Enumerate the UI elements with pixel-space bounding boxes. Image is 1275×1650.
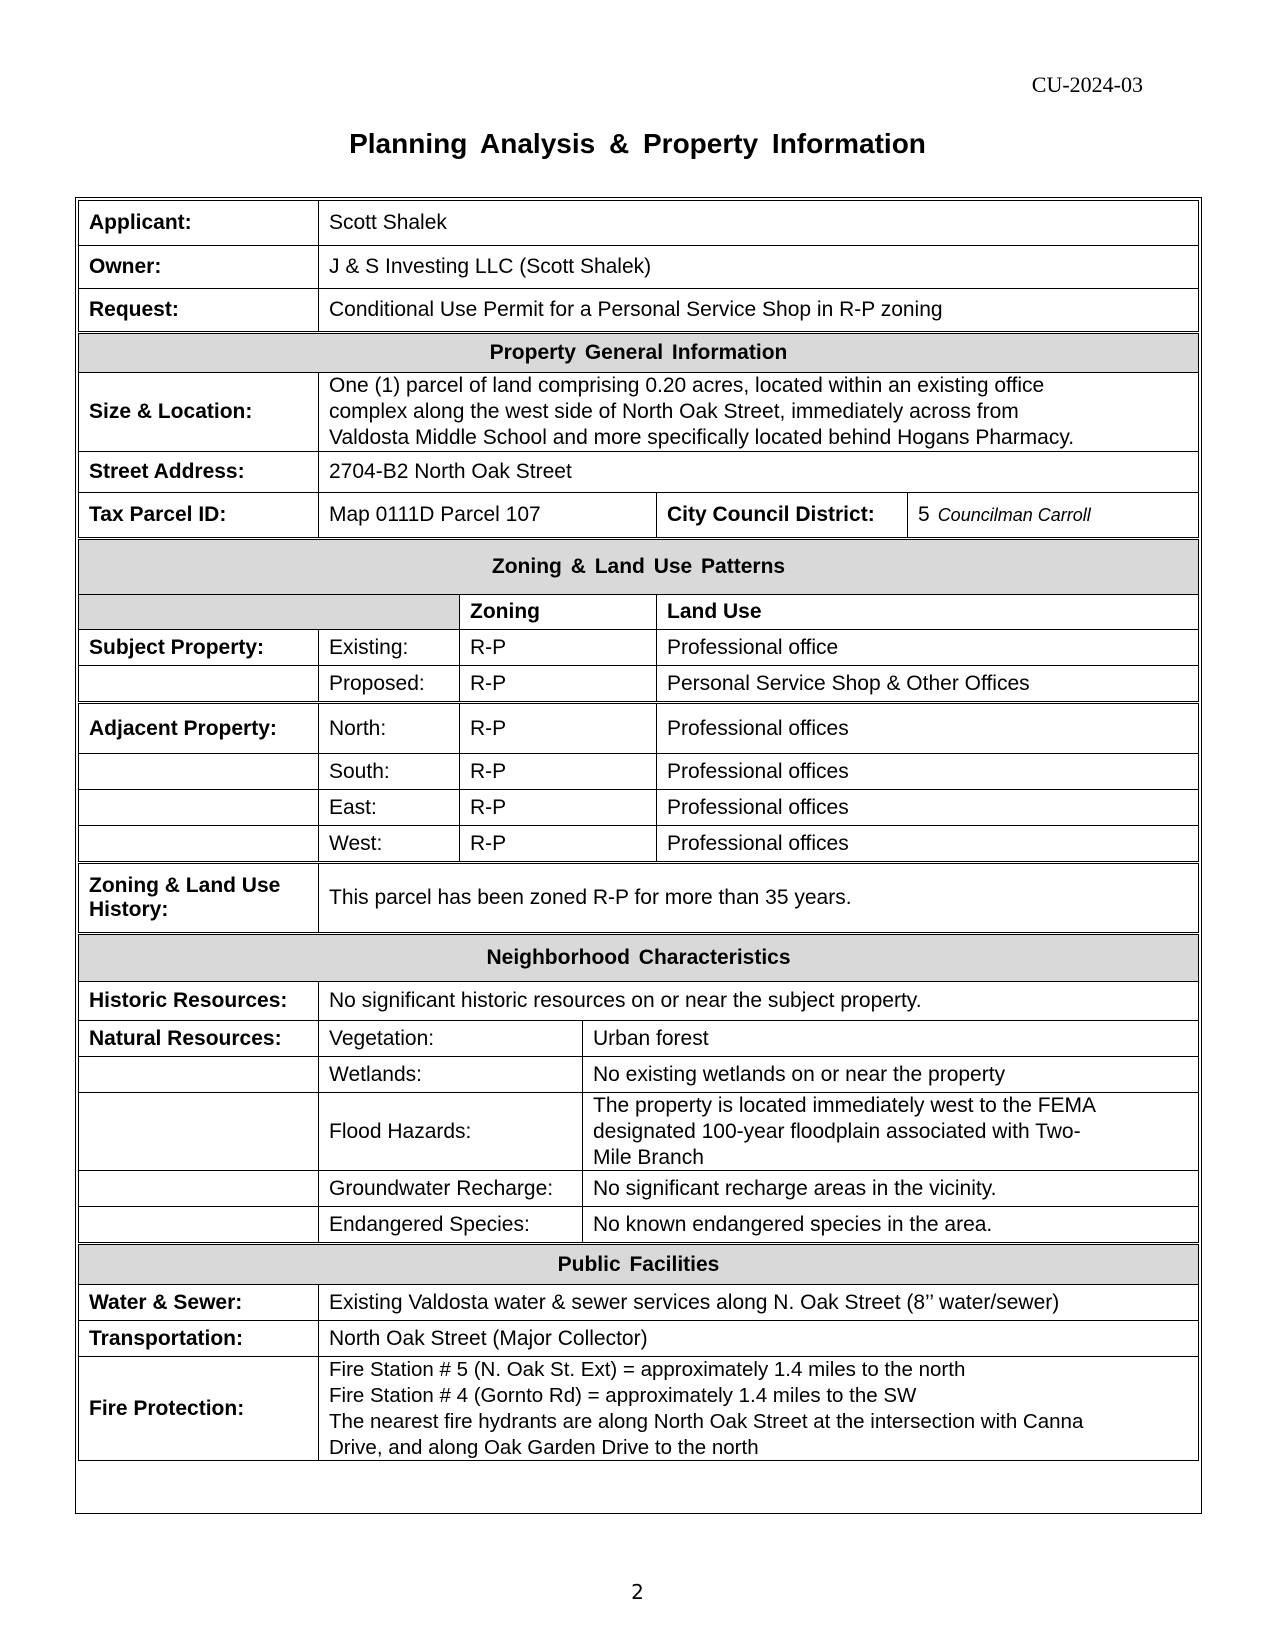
tax-parcel-value: Map 0111D Parcel 107 <box>318 492 657 538</box>
street-address-value: 2704-B2 North Oak Street <box>318 451 1199 493</box>
applicant-value: Scott Shalek <box>318 200 1199 246</box>
adjacent-row-zoning: R-P <box>459 703 657 754</box>
section-header-public-facilities: Public Facilities <box>78 1244 1199 1285</box>
councilman-name: Councilman Carroll <box>937 505 1091 525</box>
page-number: 2 <box>631 1580 644 1604</box>
natural-item: Wetlands: <box>318 1056 583 1093</box>
subject-row-dir: Proposed: <box>318 665 460 702</box>
subject-row-use: Professional office <box>656 629 1199 666</box>
adjacent-row-use: Professional offices <box>656 753 1199 790</box>
adjacent-row-dir: West: <box>318 825 460 862</box>
case-number: CU-2024-03 <box>1031 72 1143 97</box>
natural-item: Endangered Species: <box>318 1206 583 1243</box>
size-location-value: One (1) parcel of land comprising 0.20 acres, located within an existing office complex along the west side of North Oak Street, immediately across from Valdosta Middle School and more specifically located behind Hogans Pharmacy. <box>318 372 1199 452</box>
natural-value: Urban forest <box>582 1020 1199 1057</box>
natural-value: No existing wetlands on or near the property <box>582 1056 1199 1093</box>
natural-row-blank <box>78 1170 319 1207</box>
subject-row-dir: Existing: <box>318 629 460 666</box>
natural-item: Flood Hazards: <box>318 1092 583 1171</box>
transportation-value: North Oak Street (Major Collector) <box>318 1320 1199 1357</box>
adjacent-row-blank <box>78 825 319 862</box>
request-label: Request: <box>78 288 319 332</box>
applicant-label: Applicant: <box>78 200 319 246</box>
size-location-label: Size & Location: <box>78 372 319 452</box>
page-title: Planning Analysis & Property Information <box>349 128 926 159</box>
water-sewer-value: Existing Valdosta water & sewer services along N. Oak Street (8’’ water/sewer) <box>318 1284 1199 1321</box>
adjacent-row-zoning: R-P <box>459 825 657 862</box>
tax-parcel-label: Tax Parcel ID: <box>78 492 319 538</box>
zoning-history-label: Zoning & Land Use History: <box>78 863 319 933</box>
table-grid <box>78 200 1199 1511</box>
natural-item: Vegetation: <box>318 1020 583 1057</box>
adjacent-row-use: Professional offices <box>656 703 1199 754</box>
owner-label: Owner: <box>78 245 319 289</box>
council-district-number: 5 <box>918 503 930 526</box>
section-header-zoning: Zoning & Land Use Patterns <box>78 539 1199 595</box>
natural-value: No known endangered species in the area. <box>582 1206 1199 1243</box>
section-header-property-general: Property General Information <box>78 333 1199 373</box>
adjacent-row-zoning: R-P <box>459 753 657 790</box>
adjacent-row-zoning: R-P <box>459 789 657 826</box>
zoning-column-header: Zoning <box>459 594 657 630</box>
adjacent-row-use: Professional offices <box>656 789 1199 826</box>
request-value: Conditional Use Permit for a Personal Service Shop in R-P zoning <box>318 288 1199 332</box>
historic-resources-value: No significant historic resources on or near the subject property. <box>318 981 1199 1021</box>
historic-resources-label: Historic Resources: <box>78 981 319 1021</box>
land-use-column-header: Land Use <box>656 594 1199 630</box>
natural-row-blank <box>78 1092 319 1171</box>
natural-value: No significant recharge areas in the vicinity. <box>582 1170 1199 1207</box>
water-sewer-label: Water & Sewer: <box>78 1284 319 1321</box>
fire-protection-value: Fire Station # 5 (N. Oak St. Ext) = approximately 1.4 miles to the north Fire Station # 4 (Gornto Rd) = approximately 1.4 miles to the SW The nearest fire hydrants are along North Oak Street at the intersection with Canna Drive, and along Oak Garden Drive to the north <box>318 1356 1199 1461</box>
adjacent-row-blank <box>78 789 319 826</box>
adjacent-property-label: Adjacent Property: <box>78 703 319 754</box>
owner-value: J & S Investing LLC (Scott Shalek) <box>318 245 1199 289</box>
adjacent-row-dir: South: <box>318 753 460 790</box>
council-district-value <box>907 492 1199 538</box>
adjacent-row-dir: North: <box>318 703 460 754</box>
zoning-history-value: This parcel has been zoned R-P for more than 35 years. <box>318 863 1199 933</box>
section-header-neighborhood: Neighborhood Characteristics <box>78 934 1199 982</box>
subject-property-label: Subject Property: <box>78 629 319 666</box>
natural-row-blank <box>78 1206 319 1243</box>
transportation-label: Transportation: <box>78 1320 319 1357</box>
fire-protection-label: Fire Protection: <box>78 1356 319 1461</box>
natural-value: The property is located immediately west to the FEMA designated 100-year floodplain associated with Two- Mile Branch <box>582 1092 1199 1171</box>
property-info-table <box>75 197 1202 1514</box>
natural-item: Groundwater Recharge: <box>318 1170 583 1207</box>
subject-row-use: Personal Service Shop & Other Offices <box>656 665 1199 702</box>
council-district-label: City Council District: <box>656 492 908 538</box>
adjacent-row-dir: East: <box>318 789 460 826</box>
adjacent-row-use: Professional offices <box>656 825 1199 862</box>
zoning-colhead-blank <box>78 594 460 630</box>
street-address-label: Street Address: <box>78 451 319 493</box>
subject-row-blank <box>78 665 319 702</box>
natural-resources-label: Natural Resources: <box>78 1020 319 1057</box>
subject-row-zoning: R-P <box>459 629 657 666</box>
adjacent-row-blank <box>78 753 319 790</box>
council-district <box>918 502 1091 528</box>
subject-row-zoning: R-P <box>459 665 657 702</box>
natural-row-blank <box>78 1056 319 1093</box>
